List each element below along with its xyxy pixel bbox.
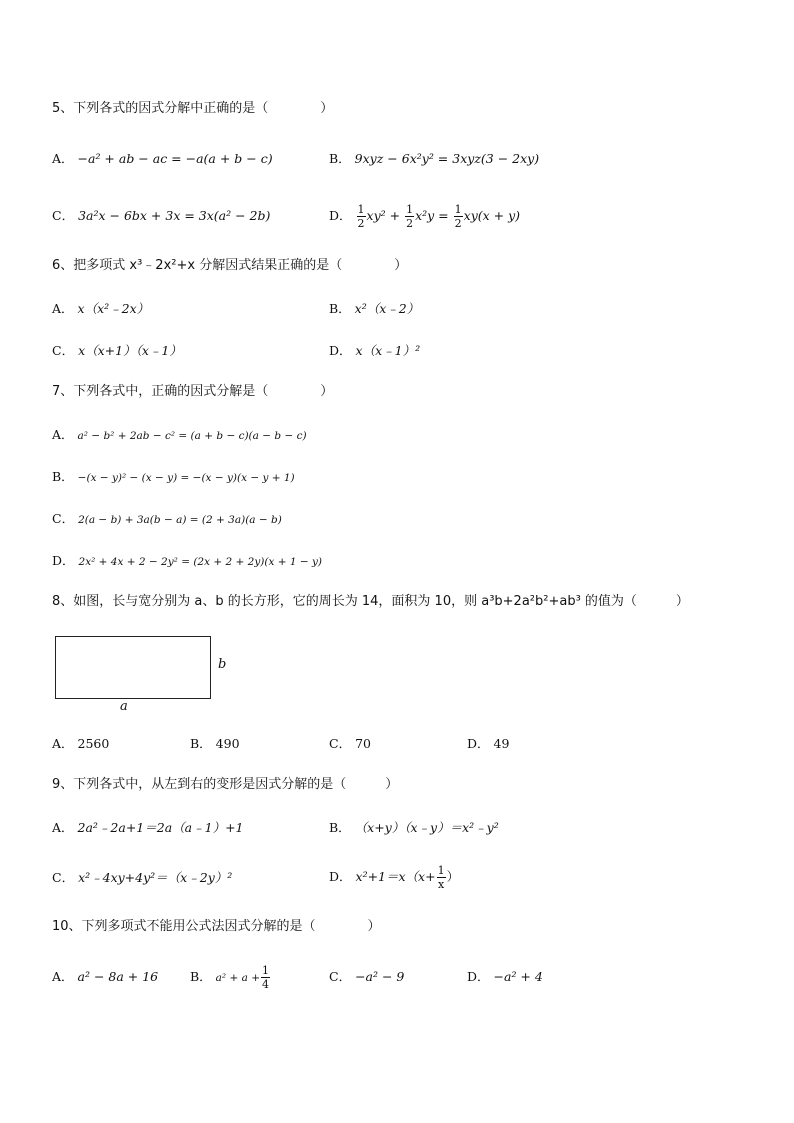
option-expr: 490 [215, 736, 240, 751]
option-expr: a² − 8a + 16 [77, 969, 159, 984]
side-label-b: b [218, 657, 227, 672]
q8-option-b[interactable] [190, 735, 240, 753]
option-label: A． [52, 969, 74, 984]
option-label: A． [52, 301, 74, 316]
option-label: B． [190, 969, 212, 984]
q8-stem: 8、如图，长与宽分别为 a、b 的长方形，它的周长为 14，面积为 10，则 a³b+2a²b²+ab³ 的值为（ ） [52, 594, 689, 609]
option-label: C． [52, 870, 75, 885]
option-expr: a² − b² + 2ab − c² = (a + b − c)(a − b − c) [77, 430, 307, 442]
option-label: B． [329, 301, 351, 316]
option-expr: x²（x﹣2） [354, 301, 420, 316]
q9-option-d[interactable] [329, 861, 459, 893]
option-expr: 70 [355, 736, 371, 751]
option-label: C． [52, 208, 75, 223]
option-label: C． [329, 969, 352, 984]
option-expr-part: x²+1＝x（x+ [355, 869, 436, 884]
option-expr: −(x − y)² − (x − y) = −(x − y)(x − y + 1) [77, 472, 295, 484]
option-expr-part: xy² + [366, 208, 401, 223]
option-expr: −a² + ab − ac = −a(a + b − c) [77, 151, 273, 166]
option-label: B． [329, 151, 351, 166]
option-label: B． [329, 820, 351, 835]
q6-option-c[interactable] [52, 342, 182, 360]
option-expr-part: ） [446, 869, 460, 884]
option-label: D． [467, 969, 490, 984]
q7-option-d[interactable] [52, 552, 322, 571]
rectangle-figure [55, 636, 211, 699]
option-expr: （x+y）（x﹣y）＝x²﹣y² [354, 820, 499, 835]
q5-option-d[interactable] [329, 200, 520, 232]
option-label: C． [52, 343, 75, 358]
q6-option-a[interactable] [52, 300, 149, 318]
q7-stem: 7、下列各式中，正确的因式分解是（ ） [52, 384, 334, 399]
fraction: $\frac{1}{2}$ [357, 203, 365, 230]
option-label: D． [329, 208, 352, 223]
option-label: A． [52, 820, 74, 835]
fraction: $\frac{1}{2}$ [406, 203, 414, 230]
q5-stem: 5、下列各式的因式分解中正确的是（ ） [52, 101, 334, 116]
q5-option-a[interactable] [52, 150, 273, 168]
fraction: $\frac{1}{x}$ [437, 864, 445, 891]
option-expr: −a² − 9 [355, 969, 405, 984]
q7-option-c[interactable] [52, 510, 282, 529]
option-expr: x（x+1）（x﹣1） [78, 343, 182, 358]
option-expr: x²﹣4xy+4y²＝（x﹣2y）² [78, 870, 233, 885]
option-label: A． [52, 736, 74, 751]
option-label: B． [190, 736, 212, 751]
option-label: C． [329, 736, 352, 751]
option-expr: 2560 [77, 736, 110, 751]
q9-option-a[interactable] [52, 819, 244, 837]
option-label: D． [52, 553, 75, 568]
q8-option-d[interactable] [467, 735, 509, 753]
option-label: A． [52, 151, 74, 166]
fraction: $\frac{1}{2}$ [454, 203, 462, 230]
q10-option-d[interactable] [467, 968, 543, 986]
q8-option-c[interactable] [329, 735, 371, 753]
q10-option-c[interactable] [329, 968, 404, 986]
q6-option-b[interactable] [329, 300, 419, 318]
option-expr: x（x²﹣2x） [77, 301, 150, 316]
option-expr: −a² + 4 [493, 969, 543, 984]
option-label: A． [52, 427, 74, 442]
q9-option-b[interactable] [329, 819, 499, 837]
q7-option-a[interactable] [52, 426, 307, 445]
option-expr: 2(a − b) + 3a(b − a) = (2 + 3a)(a − b) [78, 514, 282, 526]
q9-option-c[interactable] [52, 869, 232, 887]
option-label: D． [467, 736, 490, 751]
q10-stem: 10、下列多项式不能用公式法因式分解的是（ ） [52, 919, 381, 934]
option-expr: 2x² + 4x + 2 − 2y² = (2x + 2 + 2y)(x + 1 − y) [78, 556, 323, 568]
option-expr: 9xyz − 6x²y² = 3xyz(3 − 2xy) [354, 151, 540, 166]
side-label-a: a [120, 699, 128, 714]
option-expr-part: xy(x + y) [463, 208, 521, 223]
q10-option-b[interactable] [190, 961, 271, 994]
fraction: $\frac{1}{4}$ [262, 964, 270, 991]
option-expr: 2a²﹣2a+1＝2a（a﹣1）+1 [77, 820, 244, 835]
option-label: C． [52, 511, 75, 526]
option-label: D． [329, 343, 352, 358]
option-expr: x（x﹣1）² [355, 343, 421, 358]
q6-option-d[interactable] [329, 342, 420, 360]
q5-option-b[interactable] [329, 150, 539, 168]
option-label: B． [52, 469, 74, 484]
option-expr: 49 [493, 736, 510, 751]
option-expr: 3a²x − 6bx + 3x = 3x(a² − 2b) [78, 208, 271, 223]
q7-option-b[interactable] [52, 468, 295, 487]
q8-option-a[interactable] [52, 735, 109, 753]
q5-option-c[interactable] [52, 207, 270, 225]
option-expr-part: x²y = [415, 208, 449, 223]
q10-option-a[interactable] [52, 968, 158, 986]
q9-stem: 9、下列各式中，从左到右的变形是因式分解的是（ ） [52, 777, 399, 792]
option-expr-part: a² + a + [215, 972, 261, 984]
q6-stem: 6、把多项式 x³﹣2x²+x 分解因式结果正确的是（ ） [52, 258, 408, 273]
option-label: D． [329, 869, 352, 884]
